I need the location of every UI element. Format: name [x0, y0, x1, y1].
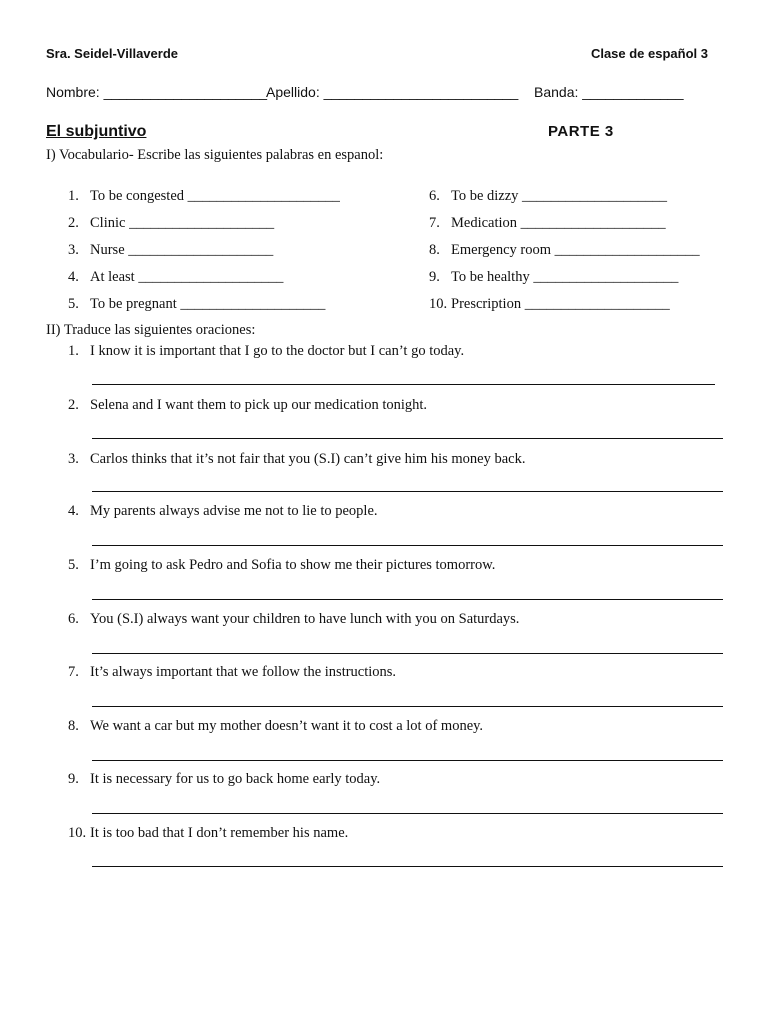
- sentence-item: [68, 503, 378, 520]
- sentence-item: [68, 397, 427, 414]
- vocab-item-text: Prescription ____________________: [451, 296, 670, 312]
- answer-line: [92, 866, 723, 867]
- section-translate-heading: II) Traduce las siguientes oraciones:: [46, 322, 256, 338]
- section-vocabulary-heading: I) Vocabulario- Escribe las siguientes palabras en espanol:: [46, 147, 384, 163]
- vocab-item-text: To be dizzy ____________________: [451, 188, 668, 204]
- answer-line: [92, 706, 723, 707]
- answer-line: [92, 545, 723, 546]
- sentence-text: We want a car but my mother doesn’t want it to cost a lot of money.: [90, 718, 484, 734]
- vocab-item-number: 3.: [68, 242, 79, 258]
- vocab-item-text: Nurse ____________________: [90, 242, 274, 258]
- sentence-number: 9.: [68, 771, 79, 787]
- sentence-item: [68, 825, 348, 842]
- vocab-item: [68, 188, 340, 205]
- vocab-item: [429, 188, 667, 205]
- sentence-text: Carlos thinks that it’s not fair that you (S.I) can’t give him his money back.: [90, 451, 526, 467]
- vocab-item-number: 10.: [429, 296, 448, 312]
- sentence-number: 2.: [68, 397, 79, 413]
- vocab-item-number: 4.: [68, 269, 79, 285]
- sentence-number: 3.: [68, 451, 79, 467]
- sentence-text: I know it is important that I go to the doctor but I can’t go today.: [90, 343, 465, 359]
- sentence-number: 7.: [68, 664, 79, 680]
- sentence-number: 6.: [68, 611, 79, 627]
- sentence-number: 8.: [68, 718, 79, 734]
- vocab-item: [429, 296, 670, 313]
- vocab-item: [429, 269, 678, 286]
- sentence-item: [68, 611, 519, 628]
- vocab-item-number: 8.: [429, 242, 440, 258]
- banda-field: Banda: _____________: [534, 84, 684, 100]
- vocab-item-text: To be pregnant ____________________: [90, 296, 326, 312]
- part-label: PARTE 3: [548, 123, 614, 140]
- vocab-item-number: 1.: [68, 188, 79, 204]
- sentence-text: It is too bad that I don’t remember his name.: [90, 825, 349, 841]
- vocab-item-text: To be healthy ____________________: [451, 269, 679, 285]
- vocab-item-number: 5.: [68, 296, 79, 312]
- teacher-name: Sra. Seidel-Villaverde: [46, 46, 178, 61]
- nombre-field: Nombre: _____________________: [46, 84, 268, 100]
- vocab-item-number: 9.: [429, 269, 440, 285]
- sentence-number: 10.: [68, 825, 87, 841]
- vocab-item: [68, 242, 273, 259]
- sentence-item: [68, 451, 525, 468]
- answer-line: [92, 384, 715, 385]
- answer-line: [92, 438, 723, 439]
- sentence-text: It is necessary for us to go back home early today.: [90, 771, 381, 787]
- vocab-item-number: 2.: [68, 215, 79, 231]
- vocab-item: [68, 215, 274, 232]
- sentence-text: I’m going to ask Pedro and Sofia to show me their pictures tomorrow.: [90, 557, 496, 573]
- sentence-number: 1.: [68, 343, 79, 359]
- worksheet-title: El subjuntivo: [46, 123, 147, 140]
- sentence-number: 4.: [68, 503, 79, 519]
- vocab-item: [68, 269, 283, 286]
- vocab-item-number: 6.: [429, 188, 440, 204]
- vocab-item-text: Emergency room ____________________: [451, 242, 700, 258]
- answer-line: [92, 491, 723, 492]
- sentence-item: [68, 557, 495, 574]
- sentence-text: Selena and I want them to pick up our medication tonight.: [90, 397, 428, 413]
- answer-line: [92, 813, 723, 814]
- answer-line: [92, 599, 723, 600]
- sentence-item: [68, 343, 464, 360]
- class-name: Clase de español 3: [590, 46, 708, 61]
- vocab-item: [429, 242, 700, 259]
- sentence-text: It’s always important that we follow the instructions.: [90, 664, 397, 680]
- vocab-item-text: At least ____________________: [90, 269, 284, 285]
- sentence-item: [68, 771, 380, 788]
- answer-line: [92, 653, 723, 654]
- vocab-item-text: Clinic ____________________: [90, 215, 275, 231]
- answer-line: [92, 760, 723, 761]
- vocab-item-text: To be congested _____________________: [90, 188, 340, 204]
- apellido-field: Apellido: _________________________: [266, 84, 519, 100]
- sentence-text: You (S.I) always want your children to have lunch with you on Saturdays.: [90, 611, 520, 627]
- sentence-item: [68, 664, 396, 681]
- vocab-item-text: Medication ____________________: [451, 215, 666, 231]
- vocab-item-number: 7.: [429, 215, 440, 231]
- vocab-item: [68, 296, 325, 313]
- sentence-item: [68, 718, 483, 735]
- sentence-text: My parents always advise me not to lie to people.: [90, 503, 378, 519]
- vocab-item: [429, 215, 666, 232]
- sentence-number: 5.: [68, 557, 79, 573]
